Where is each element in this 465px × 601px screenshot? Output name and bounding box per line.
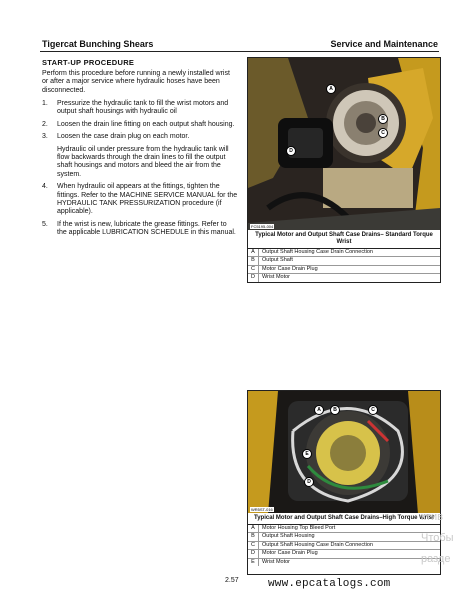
step-number: 3. <box>42 133 48 141</box>
legend-letter: A <box>248 249 259 256</box>
step-text: When hydraulic oil appears at the fittings, tighten the fittings. Refer to the MACHINE SERVICE MANUAL for the HYDRAULIC TANK PRESSURIZATION procedure (if applicable). <box>57 183 238 216</box>
legend-letter: B <box>248 533 259 540</box>
caption-title: Typical Motor and Output Shaft Case Drains–High Torque Wrist <box>248 513 440 525</box>
callout-d: D <box>304 477 314 487</box>
callout-c: C <box>378 128 388 138</box>
legend-row <box>248 559 440 566</box>
header-left-title: Tigercat Bunching Shears <box>42 39 154 49</box>
legend-row <box>248 274 440 281</box>
step-item <box>42 183 238 217</box>
header-right-title: Service and Maintenance <box>330 39 438 49</box>
callout-e: E <box>302 449 312 459</box>
legend-text: Output Shaft <box>262 257 293 264</box>
step-number: 4. <box>42 183 48 191</box>
procedure-steps <box>42 100 238 242</box>
legend-text: Output Shaft Housing Case Drain Connection <box>262 249 373 255</box>
legend-text: Output Shaft Housing Case Drain Connection <box>262 541 373 548</box>
figure-tag: FC5195-004 <box>251 224 274 229</box>
callout-b: B <box>330 405 340 415</box>
legend-letter: C <box>248 542 259 549</box>
figure-caption-high-torque <box>247 513 441 575</box>
step-number: 2. <box>42 120 48 128</box>
watermark-line: ктив <box>421 511 443 523</box>
figure-high-torque-photo <box>247 390 441 515</box>
section-intro: Perform this procedure before running a newly installed wrist or after a major service where hydraulic hoses have been disconnected. <box>42 70 230 94</box>
figure-tag: WR5ST-016 <box>251 507 273 512</box>
watermark-line: разде <box>421 553 451 565</box>
callout-c: C <box>368 405 378 415</box>
legend-letter: D <box>248 274 259 281</box>
legend-text: Wrist Motor <box>262 274 291 281</box>
high-torque-motor-photo-illustration <box>248 391 440 514</box>
callout-a: A <box>326 84 336 94</box>
legend-text: Motor Case Drain Plug <box>262 265 318 272</box>
step-item <box>42 121 238 129</box>
legend-letter: B <box>248 257 259 264</box>
legend-letter: E <box>248 559 259 566</box>
callout-b: B <box>378 114 388 124</box>
legend-row <box>248 266 440 274</box>
step-text: If the wrist is new, lubricate the grease fittings. Refer to the applicable LUBRICATION SCHEDULE in this manual. <box>57 220 236 237</box>
legend-row <box>248 525 440 533</box>
legend-row <box>248 550 440 558</box>
legend-row <box>248 542 440 550</box>
callout-a: A <box>314 405 324 415</box>
step-number: 5. <box>42 220 48 228</box>
legend-row <box>248 249 440 257</box>
step-item <box>42 100 238 117</box>
legend-text: Output Shaft Housing <box>262 533 315 540</box>
step-text: Loosen the drain line fitting on each output shaft housing. <box>57 120 235 128</box>
figure-caption-standard <box>247 230 441 283</box>
legend-row <box>248 257 440 265</box>
watermark-line: Чтобы <box>421 532 454 544</box>
step-item <box>42 221 238 238</box>
legend-letter: C <box>248 266 259 273</box>
step-text: Loosen the case drain plug on each motor. <box>57 133 190 141</box>
section-title: START-UP PROCEDURE <box>42 58 135 67</box>
legend-text: Motor Case Drain Plug <box>262 550 318 557</box>
wrist-motor-photo-illustration <box>248 58 440 231</box>
legend-text: Motor Housing Top Bleed Port <box>262 525 336 531</box>
legend-row <box>248 533 440 541</box>
step-subtext: Hydraulic oil under pressure from the hydraulic tank will flow backwards through the drain lines to fill the output shaft housings and motors and bleed the air from the system. <box>57 145 229 178</box>
site-watermark-link[interactable]: www.epcatalogs.com <box>268 578 391 590</box>
step-item <box>42 133 238 179</box>
header-divider <box>40 51 439 52</box>
callout-d: D <box>286 146 296 156</box>
step-text: Pressurize the hydraulic tank to fill the wrist motors and output shaft housings with hydraulic oil <box>57 100 229 116</box>
legend-text: Wrist Motor <box>262 558 291 565</box>
page-number: 2.57 <box>225 577 239 584</box>
step-number: 1. <box>42 100 48 107</box>
legend-letter: A <box>248 525 259 532</box>
caption-title: Typical Motor and Output Shaft Case Drains– Standard Torque Wrist <box>248 230 440 249</box>
legend-letter: D <box>248 550 259 557</box>
figure-standard-torque-photo <box>247 57 441 232</box>
